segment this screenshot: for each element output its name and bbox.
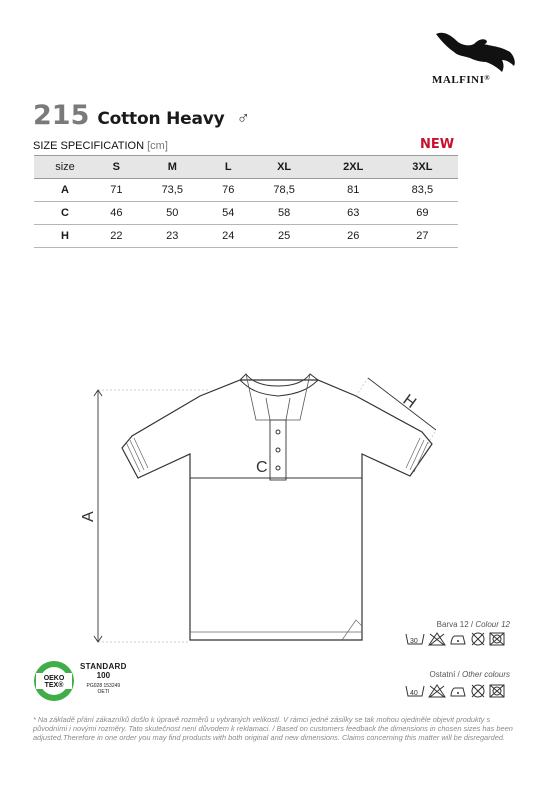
label-c: C [256, 459, 268, 476]
placket [270, 420, 286, 480]
no-bleach-icon [428, 632, 446, 646]
sleeve-guide-top [356, 378, 368, 396]
eagle-icon [430, 28, 520, 78]
footnote: * Na základě přání zákazníků došlo k úpravě rozměrů u vybraných velikostí. V rámci jedné zásilky se tak mohou ojediněle objevit produkty s původními i novými rozměry. Tato skutečnost není důvodem k reklamaci. / Based on customers feedback the dimensions in chosen sizes has been adjusted.Therefore in one order you may find products with both original and new dimensions. Claims concerning this matter will be disregarded. [33, 715, 513, 743]
table-cell: 76 [208, 179, 249, 202]
left-cuff [126, 438, 148, 472]
column-header: 3XL [387, 156, 458, 179]
no-bleach-icon [428, 684, 446, 698]
male-symbol-icon: ♂ [236, 108, 250, 128]
oeko-tex-logo [33, 660, 75, 702]
table-cell: 83,5 [387, 179, 458, 202]
table-cell: 81 [320, 179, 387, 202]
no-tumble-dry-icon [489, 684, 505, 698]
table-cell: 27 [387, 225, 458, 248]
column-header: 2XL [320, 156, 387, 179]
row-label: A [34, 179, 96, 202]
button-1 [276, 430, 280, 434]
no-tumble-dry-icon [489, 632, 505, 646]
no-dryclean-icon [470, 684, 486, 698]
care-symbols-other [405, 684, 505, 698]
button-2 [276, 448, 280, 452]
iron-icon [449, 684, 467, 698]
column-header: M [137, 156, 208, 179]
sleeve-guide-bottom [428, 430, 436, 444]
column-header: size [34, 156, 96, 179]
column-header: XL [249, 156, 320, 179]
table-cell: 78,5 [249, 179, 320, 202]
svg-text:OEKO: OEKO [43, 675, 65, 682]
table-cell: 71 [96, 179, 137, 202]
column-header: L [208, 156, 249, 179]
new-badge: NEW [420, 137, 455, 152]
care-symbols-colour12 [405, 632, 505, 646]
row-label: H [34, 225, 96, 248]
svg-text:40: 40 [410, 690, 418, 697]
product-title [33, 100, 250, 131]
wash-icon [405, 684, 425, 698]
table-cell: 54 [208, 202, 249, 225]
table-cell: 25 [249, 225, 320, 248]
brand-wordmark: MALFINI® [432, 74, 491, 86]
collar-ribs [246, 374, 310, 420]
iron-icon [449, 632, 467, 646]
size-table [34, 155, 458, 248]
oeko-standard: STANDARD 100 PG028 153249 OETI [80, 662, 127, 695]
product-name: Cotton Heavy [97, 109, 225, 129]
no-dryclean-icon [470, 632, 486, 646]
table-cell: 26 [320, 225, 387, 248]
table-cell: 69 [387, 202, 458, 225]
spec-heading: SIZE SPECIFICATION [cm] [33, 140, 168, 152]
polo-shirt-diagram [60, 350, 500, 650]
column-header: S [96, 156, 137, 179]
wash-icon [405, 632, 425, 646]
label-a: A [80, 511, 97, 522]
table-cell: 24 [208, 225, 249, 248]
table-cell: 63 [320, 202, 387, 225]
table-cell: 22 [96, 225, 137, 248]
table-row [34, 225, 458, 248]
button-3 [276, 466, 280, 470]
label-h: H [399, 391, 419, 413]
table-row [34, 179, 458, 202]
other-colours-label: Ostatní / Other colours [429, 670, 510, 679]
table-cell: 73,5 [137, 179, 208, 202]
svg-text:TEX®: TEX® [44, 682, 64, 689]
spec-unit: [cm] [147, 140, 168, 152]
product-number: 215 [33, 100, 90, 131]
table-cell: 50 [137, 202, 208, 225]
table-header-row [34, 156, 458, 179]
table-row [34, 202, 458, 225]
table-cell: 23 [137, 225, 208, 248]
colour12-label: Barva 12 / Colour 12 [436, 620, 510, 629]
row-label: C [34, 202, 96, 225]
svg-text:30: 30 [410, 638, 418, 645]
table-cell: 58 [249, 202, 320, 225]
table-cell: 46 [96, 202, 137, 225]
shirt-outline [122, 380, 432, 640]
